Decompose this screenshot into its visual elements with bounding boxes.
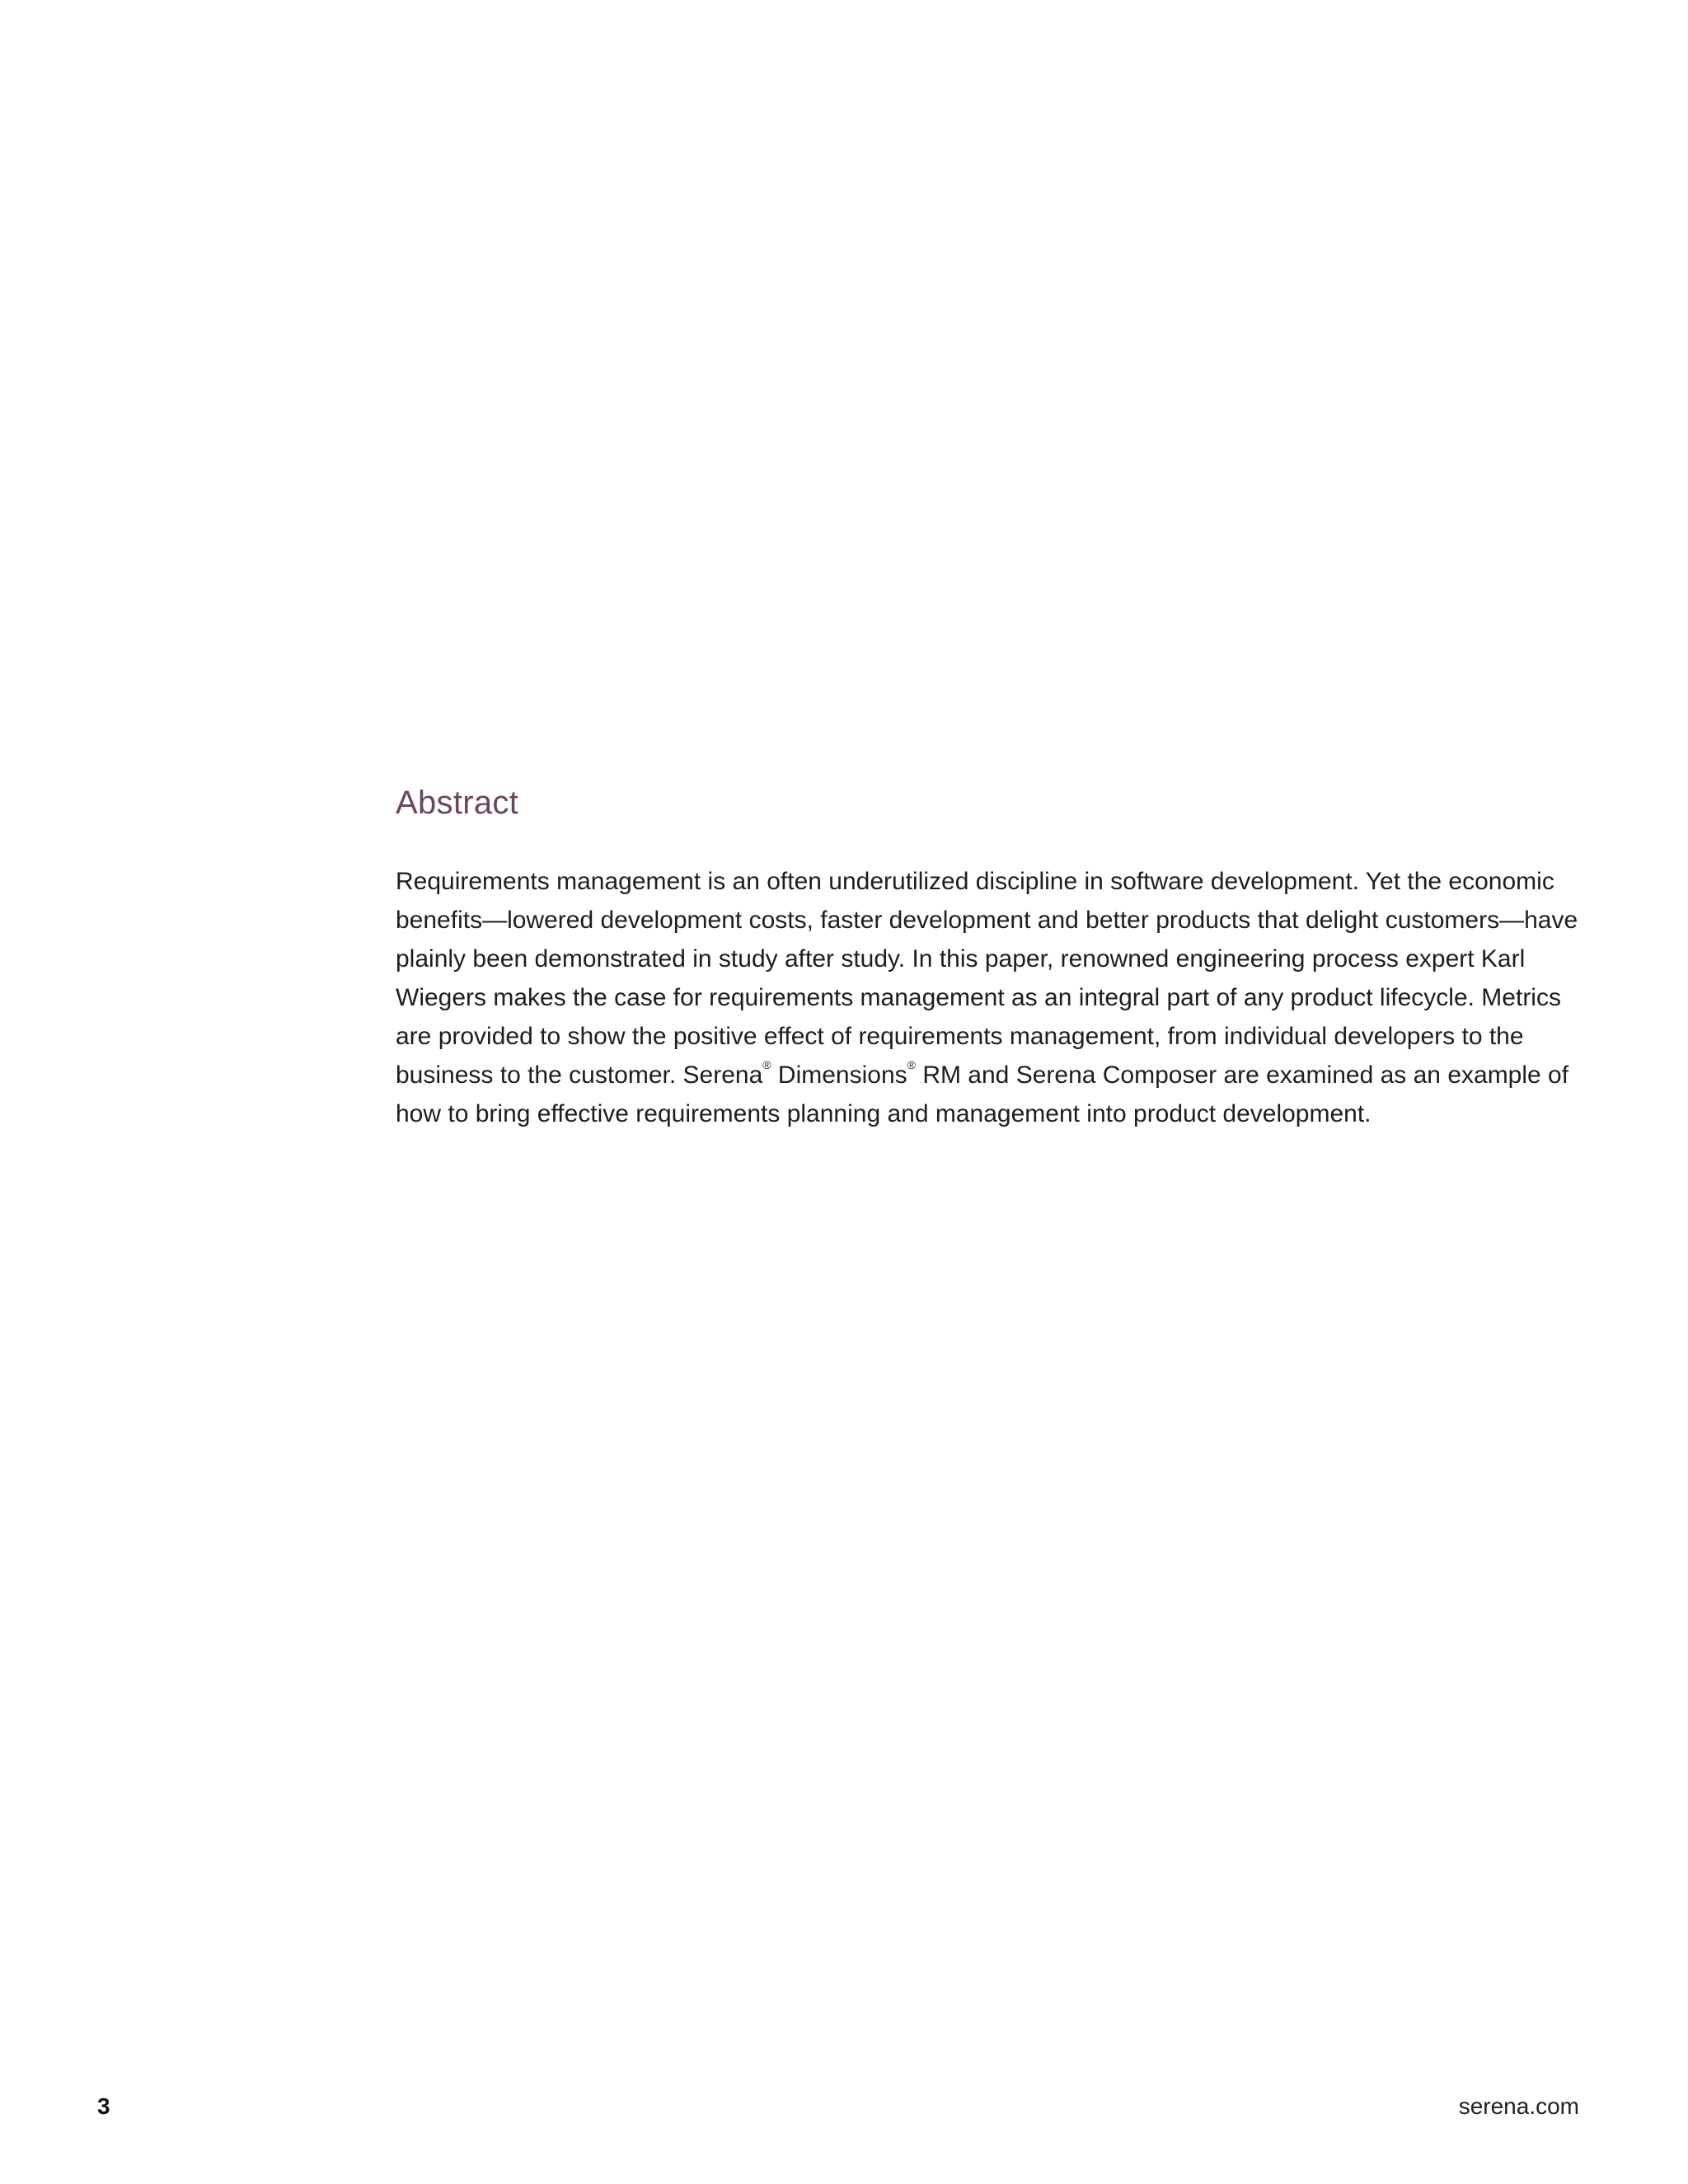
abstract-body-part1: Requirements management is an often underutilized discipline in software development. Yet the economic benefits—lowered development costs, faster development and better products that delight customers—have plainly been demonstrated in study after study. In this paper, renowned engineering process expert Karl Wiegers makes the case for requirements management as an integral part of any product lifecycle. Metrics are provided to show the positive effect of requirements management, from individual developers to the business to the customer. Serena bbox=[396, 868, 1578, 1089]
abstract-body-part2: Dimensions bbox=[771, 1062, 907, 1089]
page-number: 3 bbox=[97, 2093, 110, 2119]
abstract-body bbox=[396, 862, 1582, 1133]
abstract-body-part3: RM and Serena Composer are examined as an example of how to bring effective requirements planning and management into product development. bbox=[396, 1062, 1569, 1127]
abstract-heading: Abstract bbox=[396, 785, 519, 821]
registered-mark-dimensions: ® bbox=[907, 1058, 916, 1071]
registered-mark-serena: ® bbox=[762, 1058, 771, 1071]
abstract-section bbox=[396, 783, 1582, 1133]
footer-website-link[interactable]: serena.com bbox=[1458, 2093, 1579, 2119]
